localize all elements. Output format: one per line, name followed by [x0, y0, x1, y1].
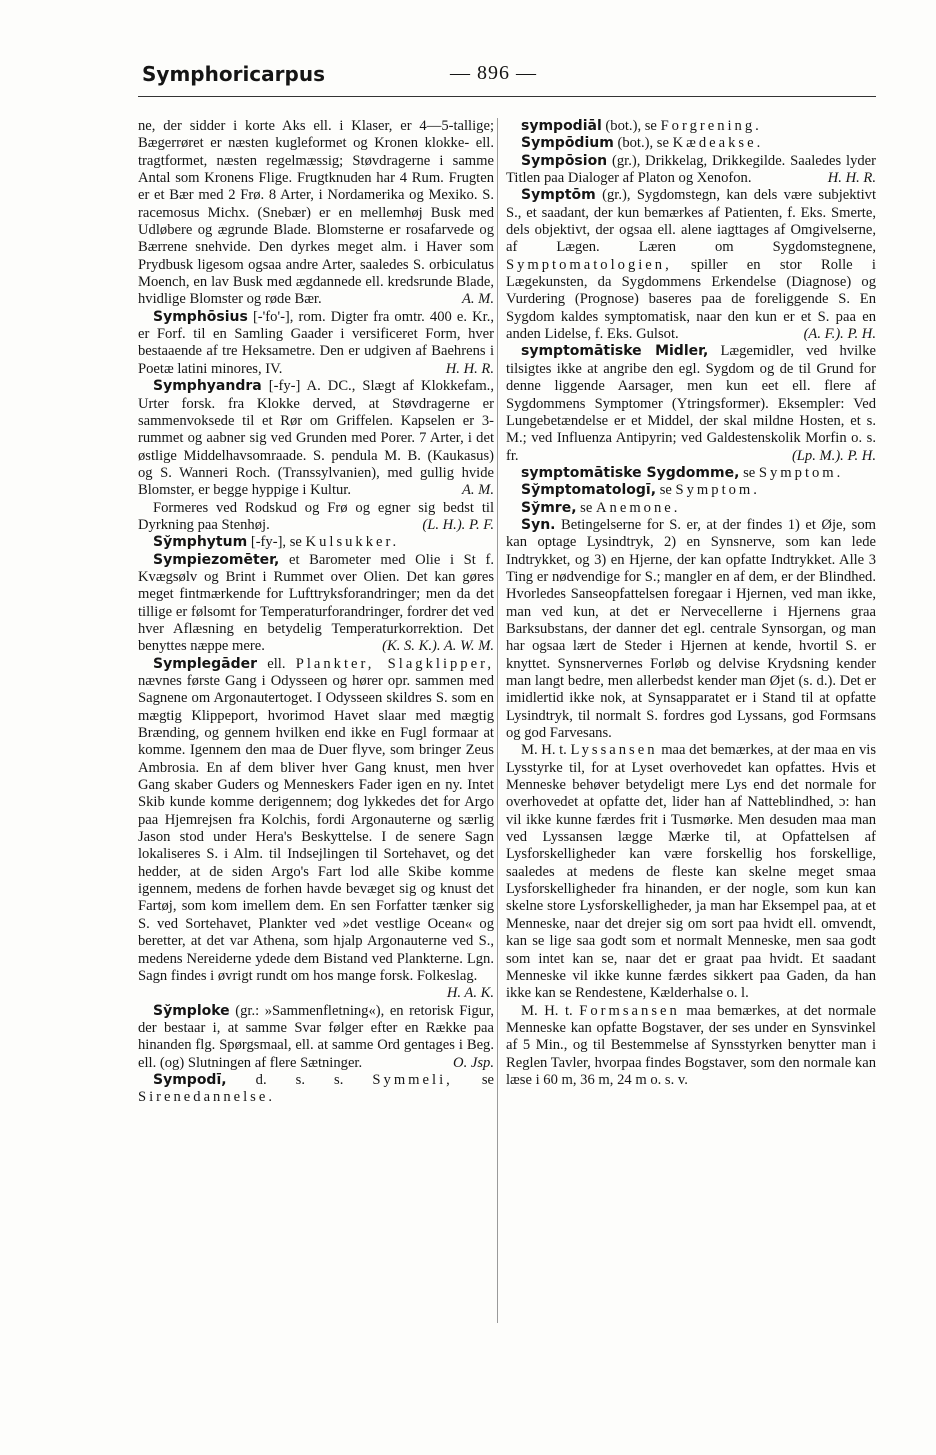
entry-symptomatiske-sygdomme: symptomātiske Sygdomme, se Symptom. [521, 464, 844, 481]
spaced-term: Symptomatologien, [506, 256, 672, 273]
author-signature: H. H. R. [445, 360, 494, 377]
headword: symptomātiske Midler, [521, 343, 709, 360]
author-signature: A. M. [461, 291, 494, 308]
page-number: — 896 — [450, 62, 537, 84]
headword: symptomātiske Sygdomme, [521, 464, 740, 481]
entry-symphosius: Symphōsius [-'fo'-], rom. Digter fra omtr. 400 e. Kr., er Forf. til en Samling Gaader i versificeret Form, hver bestaaende af tre Heksametre. Den er udgiven af Baehrens i Poetæ latini minores, IV. H. H. R. [138, 308, 494, 377]
entry-symre: Sy̆mre, se Anemone. [521, 499, 681, 516]
right-column [506, 118, 876, 1089]
author-signature: (K. S. K.). A. W. M. [382, 638, 494, 655]
entry-symplegader: Symplegāder ell. Plankter, Slagklipper, nævnes første Gang i Odysseen og hører opr. sammen med Sagnene om Argonautertoget. I Odysseen skildres S. som en mægtig Klippeport, hvorimod Havet slaar med mægtig Brænding, og gennem hvilken end ikke en Fugl formaar at komme. Igennem den maa de Duer flyve, som bringer Zeus Ambrosia. En af dem bliver hver Gang knust, men hver Gang skaber Guders og Menneskers Fader igen en ny. Intet Skib kunde komme derigennem; dog lykkedes det for Argo paa Hjemrejsen fra Kolchis, fordi Argonauterne og særlig Jason stod under Hera's Beskyttelse. I de senere Sagn lokaliseres S. i Alm. til Indsejlingen til Sortehavet, og det hedder, at de siden Argo's Fart lod alle Skibe komme igennem, medens de forhen havde bevæget sig og knust det Fartøj, som kom imellem dem. En sen Forfatter tænker sig S. ved Sortehavet, Plankter ved »det vestlige Ocean« og beretter, at det var Athena, som hjalp Argonauterne ved S., medens Nereiderne ydede dem Bistand ved Plankterne. Lgn. Sagn findes i øvrigt rundt om hos mange forsk. Folkeslag. H. A. K. [138, 655, 494, 1002]
headword: Sy̆mptomatologī, [521, 482, 657, 499]
author-signature: O. Jsp. [453, 1054, 494, 1071]
headword: Sympiezomēter, [153, 551, 280, 568]
headword: Sy̆mre, [521, 499, 577, 516]
cross-reference: Sirenedannelse. [138, 1089, 275, 1106]
headword: Sympōsion [521, 152, 608, 169]
entry-symposion: Sympōsion (gr.), Drikkelag, Drikkegilde. Saaledes lyder Titlen paa Dialoger af Platon og Xenofon. H. H. R. [506, 152, 877, 187]
cross-reference: Kulsukker. [305, 534, 400, 551]
spaced-term: Plankter, Slagklipper, [295, 655, 494, 672]
entry-sympodial: sympodiāl (bot.), se Forgrening. [521, 118, 762, 134]
headword: Symphyandra [153, 378, 262, 395]
entry-symptomatiske-midler: symptomātiske Midler, Lægemidler, ved hvilke tilsigtes ikke at angribe den egl. Sygdom og de til Grund for denne liggende Aarsager, men kun eet ell. flere af Sygdommens Symptomer (Ytringsformer). Eksempler: Ved Lungebetændelse er et Middel, der skal mildne Hosten, et s. M.; ved Influenza Antipyrin; ved Galdestenskolik Morfin o. s. fr. (Lp. M.). P. H. [506, 343, 876, 464]
entry-symphyandra: Symphyandra [-fy-] A. DC., Slægt af Klokkefam., Urter forsk. fra Klokke derved, at Støvdragerne er sammenvoksede til et Rør om Griffelen. Kapselen er 3-rummet og aabner sig ved Grunden med Porer. 7 Arter, i det østlige Middelhavsomraade. S. pendula M. B. (Kaukasus) og S. Wanneri Roch. (Transsylvanien), med gullig hvide Blomster, er begge hyppige i Kultur. A. M. [138, 378, 494, 499]
cross-reference: Kædeakse. [672, 135, 764, 152]
headword: Syn. [521, 516, 556, 533]
entry-symptom: Symptōm (gr.), Sygdomstegn, kan dels være subjektivt S., et saadant, der kun bemærkes af Patienten, f. Eks. Smerte, dels objektivt, der ogsaa ell. alene iagttages af Omgivelserne, af Lægen. Læren om Sygdomstegnene, Symptomatologien, spiller en stor Rolle i Lægekunsten, da Sygdommens Erkendelse (Diagnose) og Vurdering (Prognose) baseres paa de foreliggende S. En Sygdom kaldes symptomatisk, naar den kun er et S. paa en anden Lidelse, f. Eks. Gulsot. (A. F.). P. H. [506, 187, 876, 343]
entry-sympodium: Sympōdium (bot.), se Kædeakse. [521, 135, 764, 152]
headword: Symptōm [521, 187, 596, 204]
headword: Sy̆mploke [153, 1002, 230, 1019]
cross-reference: Forgrening. [660, 118, 762, 134]
entry-symploke: Sy̆mploke (gr.: »Sammenfletning«), en retorisk Figur, der bestaar i, at samme Svar følger efter en Række paa hinanden flg. Spørgsmaal, ell. at samme Ord gentages i Beg. ell. (og) Slutningen af flere Sætninger. O. Jsp. [138, 1002, 494, 1071]
header-rule [138, 96, 876, 97]
spaced-term: Lyssansen [570, 742, 658, 759]
headword: sympodiāl [521, 118, 602, 134]
author-signature: (Lp. M.). P. H. [791, 447, 876, 464]
headword: Sympodī, [153, 1071, 227, 1088]
entry-symphyandra-cultivation: Formeres ved Rodskud og Frø og egner sig bedst til Dyrkning paa Stenhøj. (L. H.). P. F. [138, 499, 494, 533]
author-signature: H. H. R. [827, 170, 876, 187]
author-signature: (A. F.). P. H. [803, 326, 876, 343]
entry-sympiezometer: Sympiezomēter, et Barometer med Olie i St f. Kvægsølv og Brint i Rummet over Olien. Det kan gøres meget fintmærkende for Lufttryksforandringer; men da det tillige er følsomt for Temperaturforandringer, fordrer det ved hver Aflæsning en betydelig Temperaturkorrektion. Det benyttes næppe mere. (K. S. K.). A. W. M. [138, 551, 494, 655]
cross-reference: Symmeli, [372, 1071, 453, 1088]
headword: Sympōdium [521, 135, 614, 152]
headword: Sy̆mphytum [153, 534, 248, 551]
author-signature: (L. H.). P. F. [422, 516, 494, 533]
cross-reference: Anemone. [596, 499, 681, 516]
running-head: Symphoricarpus [142, 62, 325, 86]
column-divider [497, 118, 498, 1323]
headword: Symphōsius [153, 308, 248, 325]
author-signature: H. A. K. [446, 985, 494, 1002]
entry-sympodi: Sympodī, d. s. s. Symmeli, se Sirenedannelse. [138, 1071, 495, 1106]
cross-reference: Symptom. [675, 482, 760, 499]
entry-symphytum: Sy̆mphytum [-fy-], se Kulsukker. [153, 534, 400, 551]
headword: Symplegāder [153, 655, 258, 672]
entry-syn-formsans: M. H. t. Formsansen maa bemærkes, at det normale Menneske kan opfatte Bogstaver, der ses under en Synsvinkel af 5 Min., og til Bestemmelse af Synsstyrken benytter man i Reglen Tavler, hvorpaa findes Bogstaver, som den normale kan læse i 60 m, 36 m, 24 m o. s. v. [506, 1002, 876, 1088]
entry-symptomatologi: Sy̆mptomatologī, se Symptom. [521, 482, 760, 499]
entry-symphoricarpus-continued: ne, der sidder i korte Aks ell. i Klaser, er 4—5-tallige; Bægerrøret er næsten kugleformet og Kronen klokke- ell. tragtformet, næsten regelmæssig; Støvdragerne i samme Antal som Kronens Flige. Frugtknuden har 4 Rum. Frugten er et Bær med 2 Frø. 8 Arter, i Nordamerika og Mexiko. S. racemosus Michx. (Snebær) er en mellemhøj Busk med Udløbere og ægrunde Blade. Blomsterne er rosafarvede og Bærrene snehvide. Den dyrkes meget alm. i Haver som Prydbusk ligesom ogsaa andre Arter, saaledes S. orbiculatus Moench, en lav Busk med ægdannede ell. kredsrunde Blade, hvidlige Blomster og røde Bær. A. M. [138, 118, 494, 308]
entry-syn: Syn. Betingelserne for S. er, at der findes 1) et Øje, som kan optage Lysindtryk, 2) en Synsnerve, som kan lede Indtrykket, og 3) en Hjerne, der kan opfatte Indtrykket. Alle 3 Ting er nødvendige for S.; mangler en af dem, er der Blindhed. Hvorledes Sanseopfattelsen foregaar i Hjernen, ved man ikke, man ved kun, at det er Nervecellerne i Hjernens graa Barksubstans, der danner det egl. centrale Synsorgan, og man har ogsaa lært de Steder i Hjernen at kende, hvortil S. er knyttet. Synsnervernes Forløb og delvise Krydsning kender man langt bedre, men allerbedst kender man Øjet (s. d.). Det er imidlertid ikke nok, at Synsapparatet er i Stand til at opfatte Lysindtryk, til normalt S. fordres god Lyssans, god Formsans og god Farvesans. [506, 516, 876, 742]
left-column [138, 118, 494, 1107]
spaced-term: Formsansen [579, 1002, 680, 1019]
cross-reference: Symptom. [758, 464, 844, 481]
author-signature: A. M. [461, 482, 494, 499]
page-header [138, 62, 876, 92]
entry-syn-lyssans: M. H. t. Lyssansen maa det bemærkes, at der maa en vis Lysstyrke til, for at Lyset overhovedet kan opfattes. Hvis et Menneske behøver betydeligt mere Lys end det normale for overhovedet at opfatte det, lider han af Natteblindhed, ɔ: han vil ikke kunne færdes frit i Tusmørke. Men desuden maa man ved Lyssansen lægge Mærke til, at Opfattelsen af Lysforskelligheder kan være forskellig hos forskellige, saaledes at medens de fleste kan skelne meget smaa Lysforskelligheder fra hinanden, er der nogle, som kun kan skelne store Lysforskelligheder, ja man har Eksempel paa, at et Menneske, naar det drejer sig om sort paa hvidt ell. omvendt, kan se lige saa godt som et normalt Menneske, men saa godt som intet kan se, naar det er graat paa hvidt. Et saadant Menneske vil ikke kunne færdes sikkert paa Gaden, da han ikke kan se Rendestene, Kælderhalse o. l. [506, 742, 877, 1002]
